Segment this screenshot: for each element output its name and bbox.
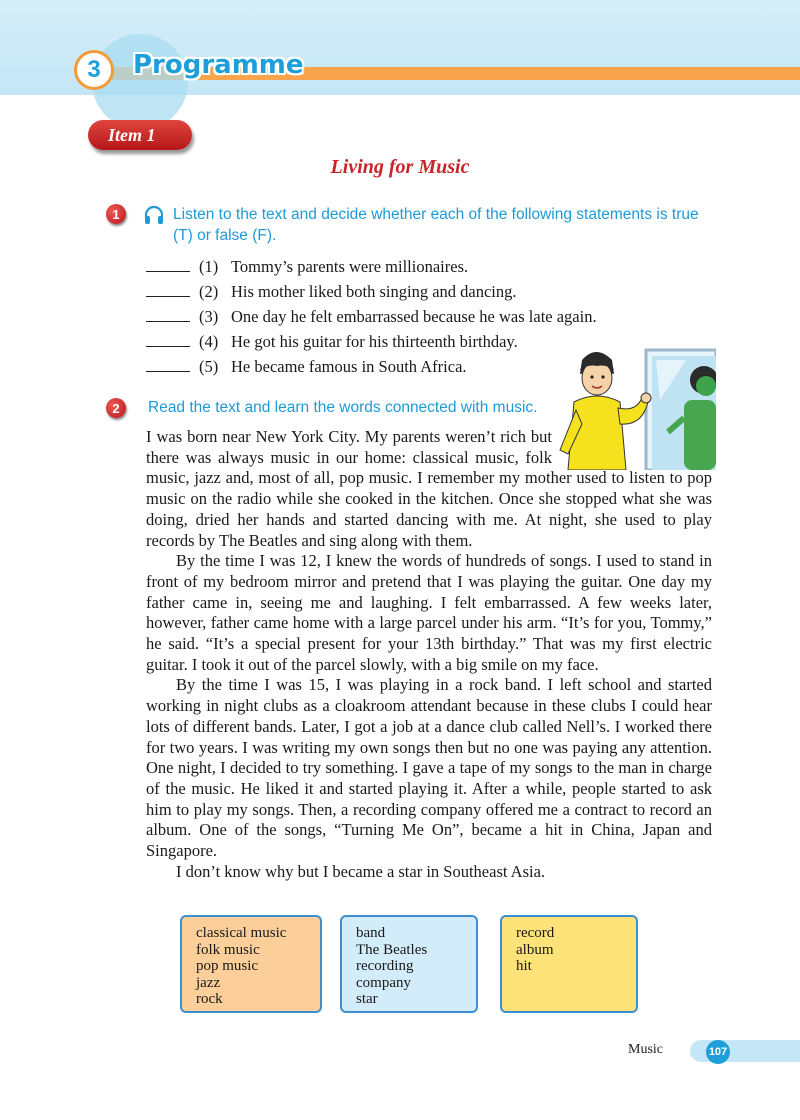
passage-paragraph: I don’t know why but I became a star in Southeast Asia. — [176, 861, 546, 881]
passage-paragraph: By the time I was 12, I knew the words of hundreds of songs. I used to stand in front of my bedroom mirror and pretend that I was playing the guitar. One day my father came in, seeing me and laughing. I felt embarrassed. A few weeks later, however, father came home with a large parcel under his arm. “It’s for you, Tommy,” he said. “It’s a special present for your 13th birthday.” That was my first electric guitar. I took it out of the parcel slowly, with a big smile on my face. — [146, 551, 712, 674]
task1-instruction: Listen to the text and decide whether each of the following statements is true (T) or false (F). — [173, 206, 699, 244]
unit-number-badge: 3 — [74, 50, 114, 90]
headphones-icon — [143, 204, 165, 226]
statement-2: (2) His mother liked both singing and dancing. — [146, 281, 517, 305]
passage-paragraph: By the time I was 15, I was playing in a rock band. I left school and started working in night clubs as a cloakroom attendant because in these clubs I could hear lots of different bands. Later, I got a job at a dance club called Nell’s. I worked there for two years. I was writing my own songs then but no one was paying any attention. One night, I decided to try something. I gave a tape of my songs to the man in charge of the music. He liked it and started playing it. After a while, people started to ask him to play my songs. Then, a recording company offered me a contract to record an album. One of the songs, “Turning Me On”, became a hit in China, Japan and Singapore. — [146, 675, 712, 861]
task-number-2: 2 — [106, 398, 126, 418]
answer-blank[interactable] — [146, 331, 190, 347]
task2-instruction: Read the text and learn the words connected with music. — [148, 399, 538, 416]
statement-1: (1) Tommy’s parents were millionaires. — [146, 256, 468, 280]
statement-4: (4) He got his guitar for his thirteenth birthday. — [146, 331, 518, 355]
passage-paragraph: I was born near New York City. My parents weren’t rich but there was always music in our home: classical music, folk music, jazz and, most of all, pop music. I remember my mother used to listen to pop music on the radio while she cooked in the kitchen. Once she stopped what she was doing, dried her hands and started dancing with me. At night, she used to play records by The Beatles and sing along with them. — [146, 427, 712, 550]
lesson-title: Living for Music — [330, 156, 470, 178]
statement-3: (3) One day he felt embarrassed because he was late again. — [146, 306, 597, 330]
answer-blank[interactable] — [146, 356, 190, 372]
unit-title: Programme — [133, 50, 304, 80]
footer-section: Music — [628, 1042, 663, 1057]
item-label: Item 1 — [88, 120, 192, 150]
answer-blank[interactable] — [146, 256, 190, 272]
reading-passage — [146, 427, 712, 882]
answer-blank[interactable] — [146, 281, 190, 297]
word-box-music-types: classical music folk music pop music jazz rock — [180, 915, 322, 1013]
word-box-people: band The Beatles recording company star — [340, 915, 478, 1013]
answer-blank[interactable] — [146, 306, 190, 322]
word-box-products: record album hit — [500, 915, 638, 1013]
task-number-1: 1 — [106, 204, 126, 224]
statement-5: (5) He became famous in South Africa. — [146, 356, 467, 380]
page-number: 107 — [706, 1040, 730, 1064]
